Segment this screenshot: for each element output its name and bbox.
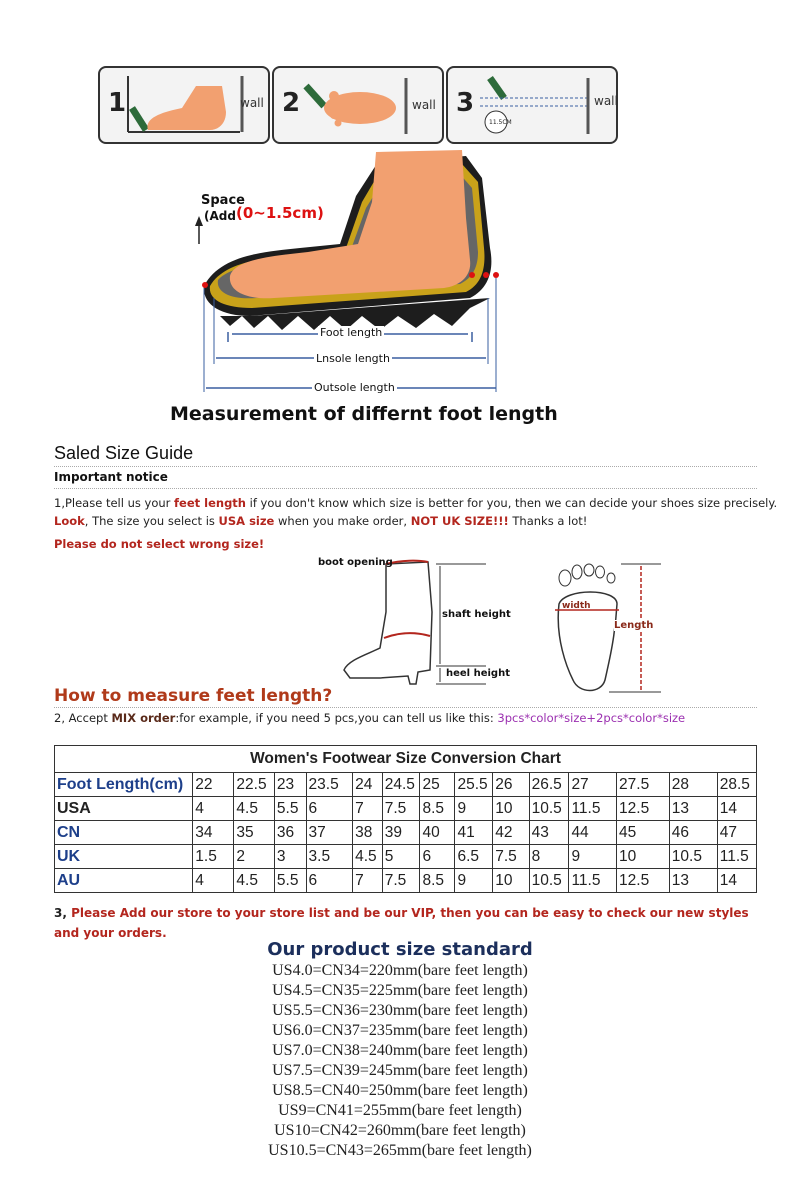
table-cell: 8.5 bbox=[420, 797, 455, 821]
row-label: Foot Length(cm) bbox=[55, 773, 193, 797]
measure-step-2 bbox=[272, 66, 444, 144]
table-cell: 11.5 bbox=[569, 797, 617, 821]
table-cell: 38 bbox=[353, 821, 383, 845]
step-number: 2 bbox=[282, 88, 301, 118]
notice-text: if you don't know which size is better for you, then we can decide your shoes size precisely. bbox=[245, 496, 778, 510]
howto-heading: How to measure feet length? bbox=[54, 686, 333, 706]
table-cell: 25.5 bbox=[455, 773, 493, 797]
standard-line: US4.0=CN34=220mm(bare feet length) bbox=[272, 962, 528, 979]
table-cell: 3 bbox=[274, 845, 306, 869]
table-cell: 45 bbox=[617, 821, 670, 845]
mix-order-emphasis: MIX order bbox=[111, 711, 176, 725]
table-cell: 43 bbox=[529, 821, 569, 845]
table-cell: 9 bbox=[455, 797, 493, 821]
foot-length-label: Foot length bbox=[320, 326, 383, 339]
table-cell: 9 bbox=[455, 869, 493, 893]
standard-line: US10=CN42=260mm(bare feet length) bbox=[274, 1122, 526, 1139]
table-cell: 11.5 bbox=[569, 869, 617, 893]
table-cell: 34 bbox=[193, 821, 234, 845]
table-cell: 2 bbox=[234, 845, 274, 869]
table-cell: 6.5 bbox=[455, 845, 493, 869]
table-cell: 42 bbox=[493, 821, 529, 845]
foot-outline-diagram bbox=[545, 558, 675, 698]
standard-line: US9=CN41=255mm(bare feet length) bbox=[278, 1102, 522, 1119]
standard-title: Our product size standard bbox=[267, 939, 533, 960]
usa-size-emphasis: USA size bbox=[218, 514, 275, 528]
ruler-measure-icon bbox=[476, 72, 596, 138]
standard-line: US5.5=CN36=230mm(bare feet length) bbox=[272, 1002, 528, 1019]
wall-label: wall bbox=[240, 96, 264, 110]
table-cell: 11.5 bbox=[717, 845, 756, 869]
vip-prefix: 3, bbox=[54, 906, 72, 920]
row-label: CN bbox=[55, 821, 193, 845]
vip-line-2: and your orders. bbox=[54, 926, 167, 940]
table-cell: 13 bbox=[669, 797, 717, 821]
measure-step-1 bbox=[98, 66, 270, 144]
important-notice: Important notice bbox=[54, 470, 168, 484]
table-row bbox=[55, 773, 757, 797]
standard-line: US7.5=CN39=245mm(bare feet length) bbox=[272, 1062, 528, 1079]
table-cell: 39 bbox=[382, 821, 420, 845]
table-cell: 7 bbox=[353, 797, 383, 821]
mix-order-line bbox=[54, 711, 685, 725]
range-label: (0~1.5cm) bbox=[236, 204, 324, 222]
table-cell: 4 bbox=[193, 869, 234, 893]
standard-line: US10.5=CN43=265mm(bare feet length) bbox=[268, 1142, 532, 1159]
divider bbox=[54, 707, 757, 708]
table-row bbox=[55, 845, 757, 869]
table-cell: 26 bbox=[493, 773, 529, 797]
feet-length-emphasis: feet length bbox=[174, 496, 246, 510]
table-cell: 35 bbox=[234, 821, 274, 845]
table-row bbox=[55, 797, 757, 821]
table-cell: 7.5 bbox=[382, 797, 420, 821]
boot-opening-label: boot opening bbox=[318, 557, 393, 568]
notice-text: , The size you select is bbox=[84, 514, 219, 528]
table-cell: 40 bbox=[420, 821, 455, 845]
table-cell: 27.5 bbox=[617, 773, 670, 797]
notice-line-1 bbox=[54, 496, 777, 510]
table-cell: 9 bbox=[569, 845, 617, 869]
insole-length-label: Lnsole length bbox=[316, 352, 390, 365]
mix-example: 3pcs*color*size+2pcs*color*size bbox=[497, 711, 686, 725]
table-cell: 5.5 bbox=[274, 797, 306, 821]
standard-line: US8.5=CN40=250mm(bare feet length) bbox=[272, 1082, 528, 1099]
table-cell: 7.5 bbox=[382, 869, 420, 893]
table-cell: 26.5 bbox=[529, 773, 569, 797]
table-cell: 13 bbox=[669, 869, 717, 893]
size-guide-title: Saled Size Guide bbox=[54, 443, 194, 463]
vip-line-1: Please Add our store to your store list and be our VIP, then you can be easy to check our new styles bbox=[71, 906, 749, 920]
table-cell: 4.5 bbox=[234, 869, 274, 893]
table-cell: 6 bbox=[306, 869, 353, 893]
measure-step-3 bbox=[446, 66, 618, 144]
wall-label: wall bbox=[594, 94, 618, 108]
table-cell: 28.5 bbox=[717, 773, 756, 797]
table-body bbox=[55, 773, 757, 893]
divider bbox=[54, 466, 757, 467]
table-cell: 25 bbox=[420, 773, 455, 797]
step-number: 3 bbox=[456, 88, 475, 118]
table-cell: 37 bbox=[306, 821, 353, 845]
table-cell: 3.5 bbox=[306, 845, 353, 869]
add-label: (Add bbox=[204, 209, 236, 223]
shaft-height-label: shaft height bbox=[442, 609, 511, 620]
table-cell: 10 bbox=[617, 845, 670, 869]
table-caption-row bbox=[55, 746, 757, 773]
wall-label: wall bbox=[412, 98, 436, 112]
mix-text: 2, Accept bbox=[54, 711, 112, 725]
table-cell: 7 bbox=[353, 869, 383, 893]
standard-line: US6.0=CN37=235mm(bare feet length) bbox=[272, 1022, 528, 1039]
warning-text: Please do not select wrong size! bbox=[54, 537, 265, 551]
not-uk-emphasis: NOT UK SIZE!!! bbox=[410, 514, 509, 528]
length-label: Length bbox=[614, 620, 654, 631]
table-cell: 4.5 bbox=[234, 797, 274, 821]
table-cell: 10 bbox=[493, 797, 529, 821]
table-cell: 7.5 bbox=[493, 845, 529, 869]
length-badge: 11.5CM bbox=[489, 119, 512, 126]
table-cell: 23 bbox=[274, 773, 306, 797]
table-cell: 24 bbox=[353, 773, 383, 797]
notice-text: 1,Please tell us your bbox=[54, 496, 175, 510]
notice-text: when you make order, bbox=[274, 514, 411, 528]
table-cell: 44 bbox=[569, 821, 617, 845]
table-cell: 23.5 bbox=[306, 773, 353, 797]
table-cell: 24.5 bbox=[382, 773, 420, 797]
row-label: UK bbox=[55, 845, 193, 869]
mix-text: :for example, if you need 5 pcs,you can tell us like this: bbox=[175, 711, 498, 725]
step-number: 1 bbox=[108, 88, 127, 118]
table-cell: 14 bbox=[717, 869, 756, 893]
table-cell: 10 bbox=[493, 869, 529, 893]
table-cell: 6 bbox=[306, 797, 353, 821]
outsole-length-label: Outsole length bbox=[314, 381, 395, 394]
space-label: Space bbox=[201, 193, 245, 208]
table-cell: 1.5 bbox=[193, 845, 234, 869]
table-cell: 12.5 bbox=[617, 797, 670, 821]
table-cell: 10.5 bbox=[529, 869, 569, 893]
divider bbox=[54, 488, 757, 489]
table-cell: 47 bbox=[717, 821, 756, 845]
heel-height-label: heel height bbox=[446, 668, 510, 679]
table-cell: 6 bbox=[420, 845, 455, 869]
table-cell: 5.5 bbox=[274, 869, 306, 893]
standard-list bbox=[200, 961, 600, 1161]
table-caption: Women's Footwear Size Conversion Chart bbox=[55, 746, 757, 773]
size-conversion-table bbox=[54, 745, 757, 893]
table-cell: 14 bbox=[717, 797, 756, 821]
row-label: AU bbox=[55, 869, 193, 893]
diagram-title: Measurement of differnt foot length bbox=[170, 403, 558, 425]
notice-line-2 bbox=[54, 514, 587, 528]
table-cell: 8.5 bbox=[420, 869, 455, 893]
table-cell: 8 bbox=[529, 845, 569, 869]
row-label: USA bbox=[55, 797, 193, 821]
width-label: width bbox=[562, 601, 591, 611]
vip-note bbox=[54, 903, 764, 943]
table-cell: 46 bbox=[669, 821, 717, 845]
table-cell: 5 bbox=[382, 845, 420, 869]
table-cell: 10.5 bbox=[669, 845, 717, 869]
table-cell: 36 bbox=[274, 821, 306, 845]
table-cell: 41 bbox=[455, 821, 493, 845]
table-row bbox=[55, 869, 757, 893]
standard-line: US4.5=CN35=225mm(bare feet length) bbox=[272, 982, 528, 999]
table-cell: 28 bbox=[669, 773, 717, 797]
table-cell: 4 bbox=[193, 797, 234, 821]
standard-line: US7.0=CN38=240mm(bare feet length) bbox=[272, 1042, 528, 1059]
table-cell: 22 bbox=[193, 773, 234, 797]
table-cell: 12.5 bbox=[617, 869, 670, 893]
table-row bbox=[55, 821, 757, 845]
table-cell: 27 bbox=[569, 773, 617, 797]
look-emphasis: Look bbox=[54, 514, 85, 528]
table-cell: 22.5 bbox=[234, 773, 274, 797]
foot-top-view-icon bbox=[302, 72, 422, 138]
table-cell: 4.5 bbox=[353, 845, 383, 869]
notice-text: Thanks a lot! bbox=[508, 514, 588, 528]
table-cell: 10.5 bbox=[529, 797, 569, 821]
